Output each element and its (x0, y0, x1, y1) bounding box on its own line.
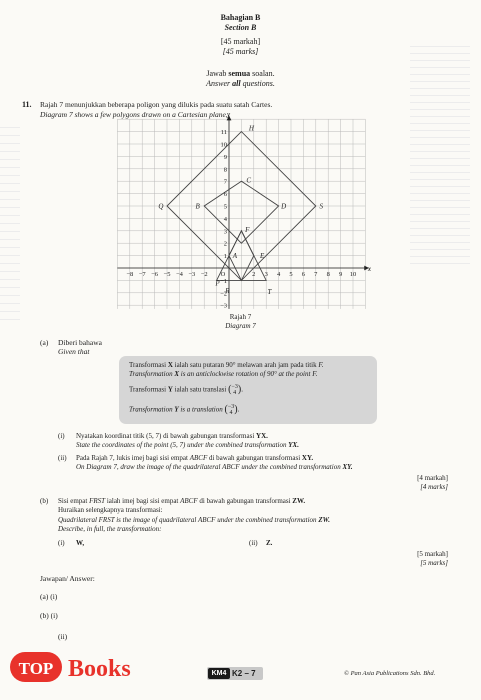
part-a-ii-bm: Pada Rajah 7, lukis imej bagi sisi empat ABCF di bawah gabungan transformasi XY. (76, 454, 314, 462)
y-tick-label: 1 (223, 253, 227, 261)
y-tick-label: 4 (223, 215, 227, 223)
part-b-opt-i: W, (76, 539, 85, 547)
given-box (119, 356, 377, 424)
part-b-opt-i-label: (i) (58, 539, 65, 547)
topbooks-logo (10, 646, 190, 686)
y-tick-label: 9 (223, 153, 227, 161)
y-tick-label: 2 (223, 240, 227, 248)
part-b-marks-bm: [5 markah] (417, 550, 448, 558)
part-a-marks-bm: [4 markah] (417, 474, 448, 482)
instruction-en: Answer all questions. (206, 79, 275, 88)
part-b-line3: Quadrilateral FRST is the image of quadrilateral ABCF under the combined transformation ZW. (58, 516, 331, 524)
part-b-opt-ii: Z. (266, 539, 273, 547)
part-a-i-en: State the coordinates of the point (5, 7) under the combined transformation YX. (76, 441, 299, 449)
question-text-en: Diagram 7 shows a few polygons drawn on a Cartesian plane. (40, 110, 228, 119)
y-tick-label: −2 (220, 290, 227, 298)
x-tick-label: −2 (200, 271, 208, 278)
x-tick-label: 3 (264, 271, 268, 278)
transform-y-bm: Transformasi Y ialah satu translasi (−3 4 ). (129, 384, 243, 396)
y-tick-label: 3 (223, 228, 227, 236)
question-number: 11. (22, 100, 32, 109)
y-tick-label: 11 (220, 129, 227, 137)
x-axis-label: x (367, 265, 371, 273)
point-label-r: R (225, 286, 230, 295)
transform-x-bm: Transformasi X ialah satu putaran 90° melawan arah jam pada titik F. (129, 361, 324, 369)
instruction-bm: Jawab semua soalan. (206, 69, 275, 78)
transform-y-en: Transformation Y is a translation (−3 4 ). (129, 404, 240, 416)
point-label-e: E (260, 252, 265, 261)
y-tick-label: 6 (223, 191, 227, 199)
part-a-ii-en: On Diagram 7, draw the image of the quadrilateral ABCF under the combined transformation XY. (76, 463, 353, 471)
y-tick-label: 7 (223, 178, 227, 186)
answer-a-i: (a) (i) (40, 592, 58, 601)
y-tick-label: 10 (220, 141, 227, 149)
logo-books-text: Books (68, 656, 131, 682)
x-tick-label: −4 (175, 271, 183, 278)
part-b-marks-en: [5 marks] (420, 559, 448, 567)
x-tick-label: −7 (138, 271, 146, 278)
part-b-line1: Sisi empat FRST ialah imej bagi sisi empat ABCF di bawah gabungan transformasi ZW. (58, 497, 306, 505)
x-tick-label: 2 (252, 271, 256, 278)
point-label-f: F (245, 226, 250, 235)
x-tick-label: 9 (338, 271, 343, 278)
x-tick-label: −3 (188, 271, 196, 278)
point-label-c: C (246, 176, 252, 185)
part-b-line4: Describe, in full, the transformation: (58, 525, 162, 533)
section-title-en: Section B (224, 23, 257, 32)
section-title-bm: Bahagian B (220, 13, 261, 22)
point-label-s: S (319, 202, 324, 211)
part-a-label: (a) (40, 338, 49, 347)
logo-top-text: TOP (18, 659, 54, 678)
point-label-b: B (195, 202, 200, 211)
diagram-caption-en: Diagram 7 (225, 322, 256, 330)
section-marks-bm: [45 markah] (220, 37, 261, 46)
page-number: K2 – 7 (232, 669, 256, 678)
question-text-bm: Rajah 7 menunjukkan beberapa poligon yang dilukis pada suatu satah Cartes. (40, 100, 273, 109)
answer-b-i: (b) (i) (40, 611, 58, 620)
x-tick-label: 4 (276, 271, 281, 278)
x-tick-label: −5 (163, 271, 171, 278)
given-en: Given that (58, 347, 90, 356)
y-axis-label: y (227, 110, 231, 119)
x-tick-label: 8 (326, 271, 330, 278)
x-tick-label: −8 (126, 271, 134, 278)
given-bm: Diberi bahawa (58, 338, 102, 347)
publisher-credit: © Pan Asia Publications Sdn. Bhd. (344, 670, 436, 677)
point-label-d: D (281, 202, 287, 211)
transform-x-en: Transformation X is an anticlockwise rotation of 90° at the point F. (129, 370, 318, 378)
part-a-ii-label: (ii) (58, 454, 67, 462)
y-tick-label: 5 (223, 203, 227, 211)
x-tick-label: −6 (151, 271, 159, 278)
part-b-line2: Huraikan selengkapnya transformasi: (58, 506, 163, 514)
y-tick-label: −1 (220, 277, 227, 285)
y-tick-label: 8 (223, 166, 227, 174)
diagram-caption-bm: Rajah 7 (229, 313, 252, 321)
part-a-i-bm: Nyatakan koordinat titik (5, 7) di bawah gabungan transformasi YX. (76, 432, 268, 440)
point-label-a: A (232, 252, 238, 261)
point-label-p: P (215, 279, 220, 288)
x-tick-label: 10 (349, 271, 357, 278)
answer-title: Jawapan/ Answer: (40, 574, 95, 583)
y-tick-label: −3 (220, 302, 227, 310)
x-tick-label: 5 (289, 271, 293, 278)
part-b-opt-ii-label: (ii) (249, 539, 258, 547)
bleed-through-text-left (0, 120, 20, 320)
x-tick-label: 7 (314, 271, 318, 278)
x-tick-label: O (220, 271, 226, 278)
point-label-h: H (248, 124, 254, 133)
section-marks-en: [45 marks] (222, 47, 259, 56)
part-a-marks-en: [4 marks] (420, 483, 448, 491)
km-badge: KM4 (208, 668, 230, 679)
point-label-q: Q (158, 202, 164, 211)
part-b-label: (b) (40, 497, 49, 505)
answer-b-ii: (ii) (58, 632, 68, 641)
point-label-t: T (267, 288, 272, 297)
x-tick-label: 6 (301, 271, 306, 278)
part-a-i-label: (i) (58, 432, 65, 440)
